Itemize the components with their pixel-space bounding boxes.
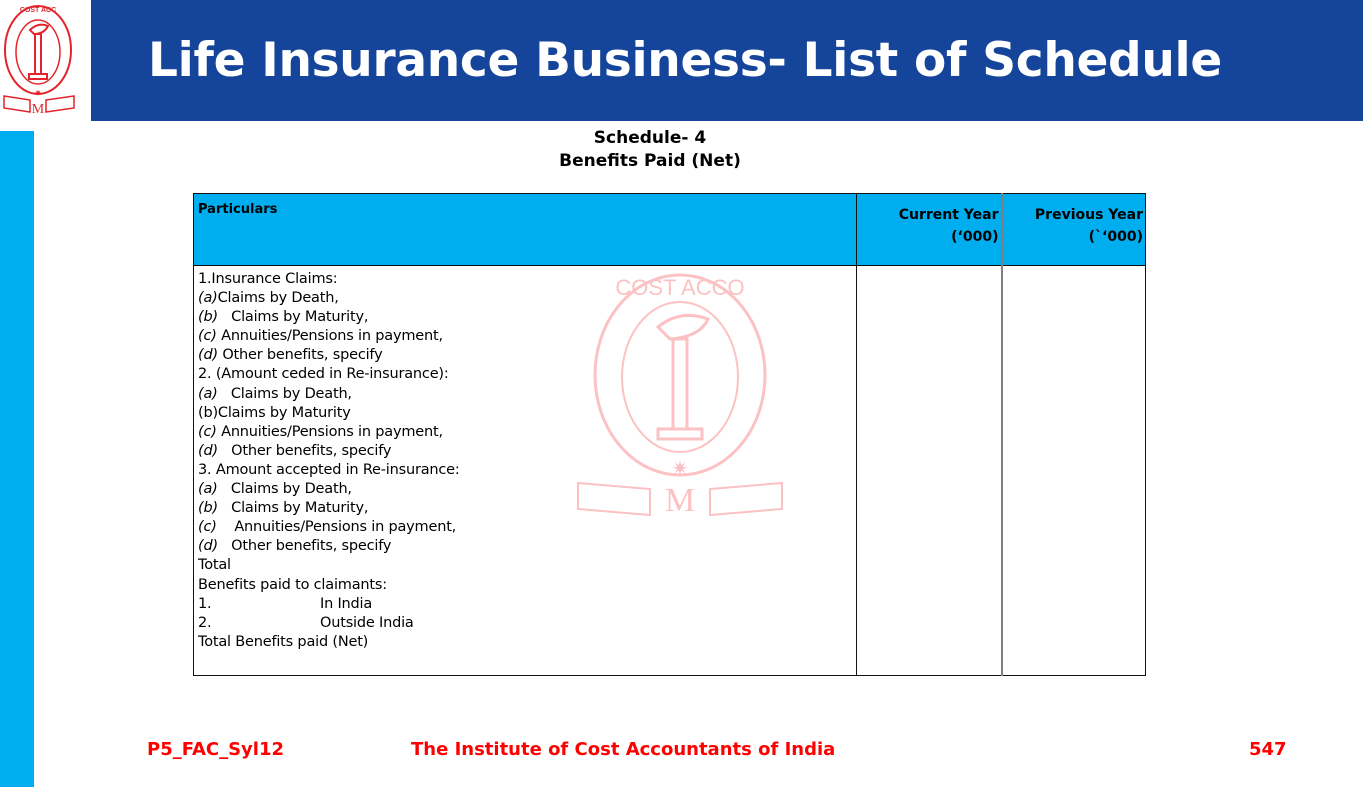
- header-current-year: [857, 194, 1002, 266]
- particulars-line: [198, 595, 856, 614]
- schedule-subtitle: Benefits Paid (Net): [559, 151, 741, 171]
- item-prefix: (c): [198, 519, 217, 536]
- svg-text:M: M: [31, 102, 45, 117]
- particulars-line: [198, 327, 856, 346]
- svg-text:✷: ✷: [34, 88, 42, 98]
- item-text: Total: [198, 557, 231, 574]
- icai-logo: [0, 0, 78, 122]
- item-prefix: (a): [198, 481, 218, 498]
- current-year-cell: [857, 266, 1002, 676]
- particulars-line: [198, 556, 856, 575]
- svg-text:COST ACC: COST ACC: [19, 7, 57, 14]
- footer-institute: The Institute of Cost Accountants of India: [411, 739, 836, 760]
- particulars-line: [198, 518, 856, 537]
- item-prefix: (d): [198, 442, 218, 459]
- item-text: 1.Insurance Claims:: [198, 271, 338, 287]
- item-text: 1.: [198, 595, 212, 612]
- item-prefix: (c): [198, 328, 217, 345]
- item-text: Annuities/Pensions in payment,: [216, 328, 443, 345]
- header-particulars: [194, 194, 857, 266]
- item-text: Claims by Death,: [217, 290, 339, 307]
- schedule-number: Schedule- 4: [593, 128, 707, 148]
- item-text: 2.: [198, 614, 212, 631]
- item-prefix: (a): [198, 290, 218, 307]
- particulars-line: [198, 442, 856, 461]
- item-text: Other benefits, specify: [217, 347, 383, 364]
- item-text: Claims by Death,: [217, 481, 352, 498]
- item-prefix: (a): [198, 385, 218, 402]
- icai-emblem-icon: [0, 0, 78, 122]
- schedule-table: [193, 193, 1146, 676]
- header-previous-year: [1002, 194, 1146, 266]
- particulars-line: [198, 614, 856, 633]
- particulars-line: [198, 576, 856, 595]
- item-prefix: (d): [198, 347, 218, 364]
- particulars-line: [198, 346, 856, 365]
- item-text: 2. (Amount ceded in Re-insurance):: [198, 366, 449, 383]
- particulars-line: [198, 633, 856, 652]
- particulars-label: Particulars: [198, 202, 278, 217]
- item-text: Annuities/Pensions in payment,: [216, 423, 443, 440]
- particulars-line: [198, 537, 856, 556]
- previous-year-cell: [1002, 266, 1146, 676]
- particulars-line: [198, 270, 856, 289]
- item-text: Annuities/Pensions in payment,: [216, 519, 457, 536]
- particulars-line: [198, 385, 856, 404]
- particulars-line: [198, 499, 856, 518]
- particulars-line: [198, 404, 856, 423]
- item-text: Claims by Death,: [217, 385, 352, 402]
- item-text: Total Benefits paid (Net): [198, 633, 369, 650]
- particulars-list: [194, 266, 856, 652]
- particulars-line: [198, 365, 856, 384]
- previous-year-label: Previous Year: [1034, 207, 1143, 223]
- item-tabbed-text: In India: [320, 595, 373, 612]
- page-number: 547: [1249, 739, 1287, 760]
- particulars-line: [198, 289, 856, 308]
- item-prefix: (d): [198, 538, 218, 555]
- side-accent-bar: [0, 131, 34, 787]
- svg-text:COST ACCO: COST ACCO: [615, 275, 745, 300]
- item-text: Other benefits, specify: [217, 442, 392, 459]
- particulars-line: [198, 308, 856, 327]
- table-header-row: [194, 194, 1146, 266]
- item-text: Claims by Maturity,: [217, 309, 369, 326]
- particulars-line: [198, 423, 856, 442]
- item-text: (b)Claims by Maturity: [198, 404, 351, 421]
- previous-year-unit: (`‘000): [1088, 229, 1143, 245]
- current-year-unit: (‘000): [951, 229, 999, 245]
- item-text: Benefits paid to claimants:: [198, 576, 387, 593]
- item-prefix: (b): [198, 309, 218, 326]
- current-year-label: Current Year: [898, 207, 999, 223]
- item-prefix: (c): [198, 423, 217, 440]
- particulars-line: [198, 480, 856, 499]
- particulars-cell: [194, 266, 857, 676]
- page-title: Life Insurance Business- List of Schedule: [148, 33, 1222, 88]
- footer-code: P5_FAC_Syl12: [147, 739, 285, 760]
- item-text: 3. Amount accepted in Re-insurance:: [198, 461, 460, 478]
- table-body-row: [194, 266, 1146, 676]
- item-text: Claims by Maturity,: [217, 500, 369, 517]
- particulars-line: [198, 461, 856, 480]
- item-prefix: (b): [198, 500, 218, 517]
- item-tabbed-text: Outside India: [320, 614, 414, 631]
- svg-text:M: M: [664, 482, 696, 519]
- item-text: Other benefits, specify: [217, 538, 392, 555]
- svg-text:✷: ✷: [671, 458, 689, 480]
